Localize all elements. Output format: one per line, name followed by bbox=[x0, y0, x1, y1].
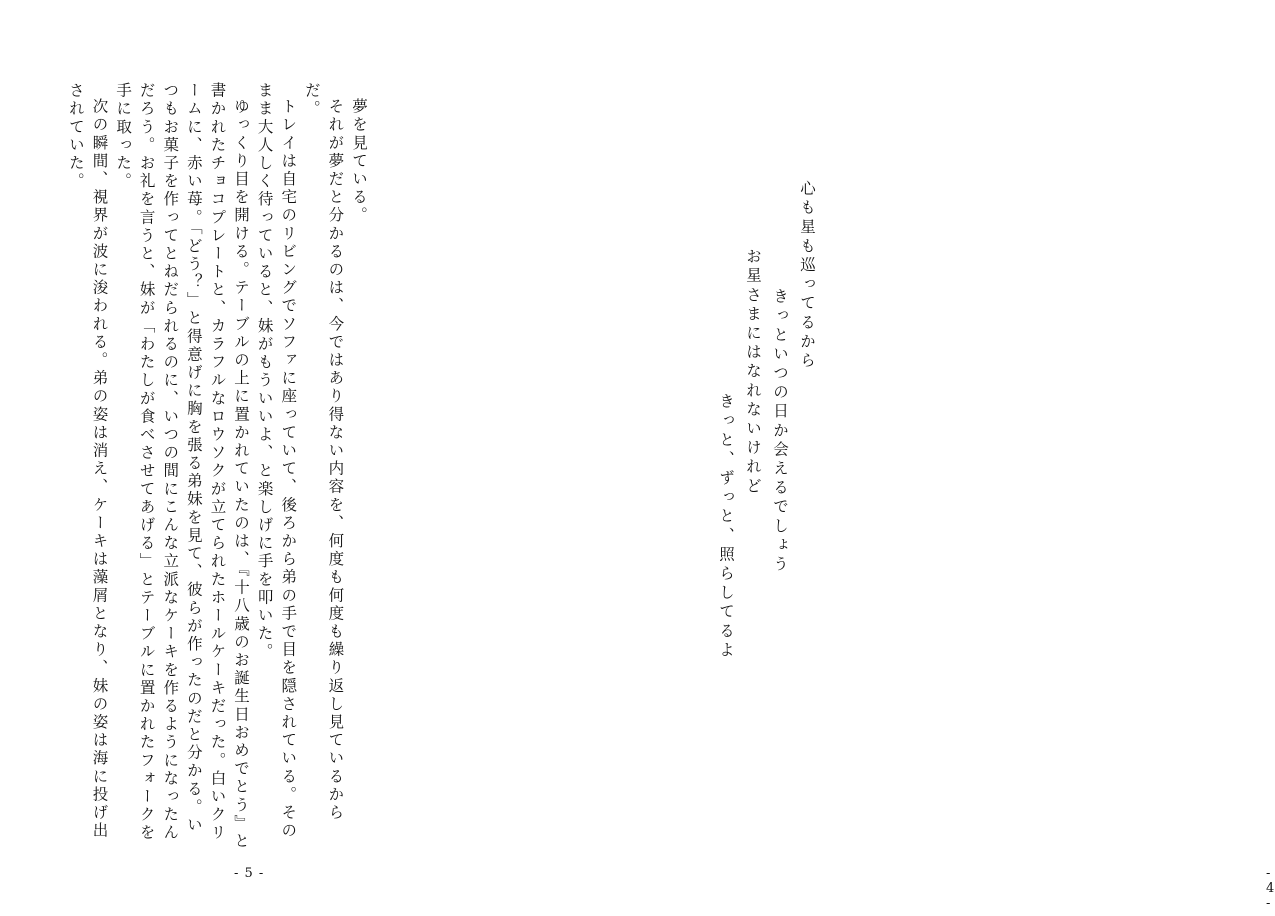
page-number-left: - 5 - bbox=[234, 866, 265, 881]
page-number-right: - 4 - bbox=[1266, 866, 1275, 911]
paragraph: 次の瞬間、視界が波に浚われる。弟の姿は消え、ケーキは藻屑となり、妹の姿は海に投げ出されていた。 bbox=[66, 82, 109, 840]
poem-line: お星さまにはなれないけれど bbox=[744, 248, 762, 497]
paragraph: 夢を見ている。 bbox=[350, 97, 368, 225]
poem-line: 心も星も巡ってるから bbox=[798, 180, 816, 371]
paragraph: ゆっくり目を開ける。テーブルの上に置かれていたのは、『十八歳のお誕生日おめでとう』と書かれたチョコプレートと、カラフルなロウソクが立てられたホールケーキだった。白いクリームに、赤い苺。「どう？」と得意げに胸を張る弟妹を見て、彼らが作ったのだと分かる。いつもお菓子を作ってとねだられるのに、いつの間にこんな立派なケーキを作るようになったんだろう。お礼を言うと、妹が「わたしが食べさせてあげる」とテーブルに置かれたフォークを手に取った。 bbox=[114, 82, 251, 850]
prose-block bbox=[60, 82, 370, 852]
poem-line: きっと、ずっと、照らしてるよ bbox=[717, 393, 735, 661]
page-left bbox=[0, 0, 512, 916]
paragraph: トレイは自宅のリビングでソファに座っていて、後ろから弟の手で目を隠されている。そのまま大人しく待っていると、妹がもういいよ、と楽しげに手を叩いた。 bbox=[255, 82, 298, 840]
page-right bbox=[512, 0, 1275, 916]
poem-line: きっといつの日か会えるでしょう bbox=[771, 288, 789, 575]
paragraph: それが夢だと分かるのは、今ではあり得ない内容を、何度も何度も繰り返し見ているからだ。 bbox=[302, 82, 345, 822]
poem-block bbox=[717, 168, 820, 728]
